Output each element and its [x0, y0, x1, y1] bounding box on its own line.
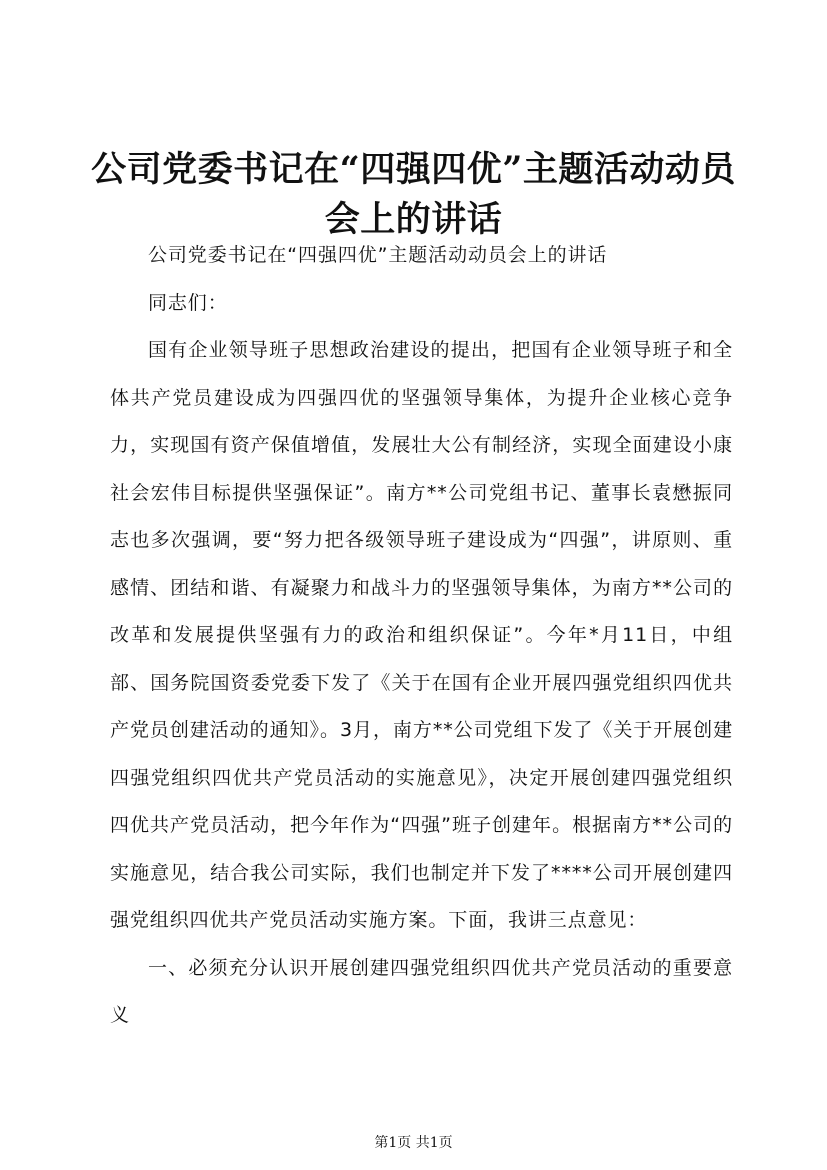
body-paragraph: 国有企业领导班子思想政治建设的提出，把国有企业领导班子和全体共产党员建设成为四强四优的坚强领导集体，为提升企业核心竞争力，实现国有资产保值增值，发展壮大公有制经济，实现全面建设小康社会宏伟目标提供坚强保证”。南方**公司党组书记、董事长袁懋振同志也多次强调，要“努力把各级领导班子建设成为“四强”，讲原则、重感情、团结和谐、有凝聚力和战斗力的坚强领导集体，为南方**公司的改革和发展提供坚强有力的政治和组织保证”。今年*月11日，中组部、国务院国资委党委下发了《关于在国有企业开展四强党组织四优共产党员创建活动的通知》。3月，南方**公司党组下发了《关于开展创建四强党组织四优共产党员活动的实施意见》，决定开展创建四强党组织四优共产党员活动，把今年作为“四强”班子创建年。根据南方**公司的实施意见，结合我公司实际，我们也制定并下发了****公司开展创建四强党组织四优共产党员活动实施方案。下面，我讲三点意见：	[110, 339, 733, 931]
section-heading: 一、必须充分认识开展创建四强党组织四优共产党员活动的重要意义	[110, 956, 733, 1026]
greeting: 同志们：	[148, 291, 228, 314]
page-footer: 第1页 共1页	[374, 1135, 453, 1151]
document-title: 公司党委书记在“四强四优”主题活动动员会上的讲话	[91, 149, 736, 240]
subtitle-line: 公司党委书记在“四强四优”主题活动动员会上的讲话	[148, 244, 608, 266]
document-body	[110, 232, 733, 1040]
